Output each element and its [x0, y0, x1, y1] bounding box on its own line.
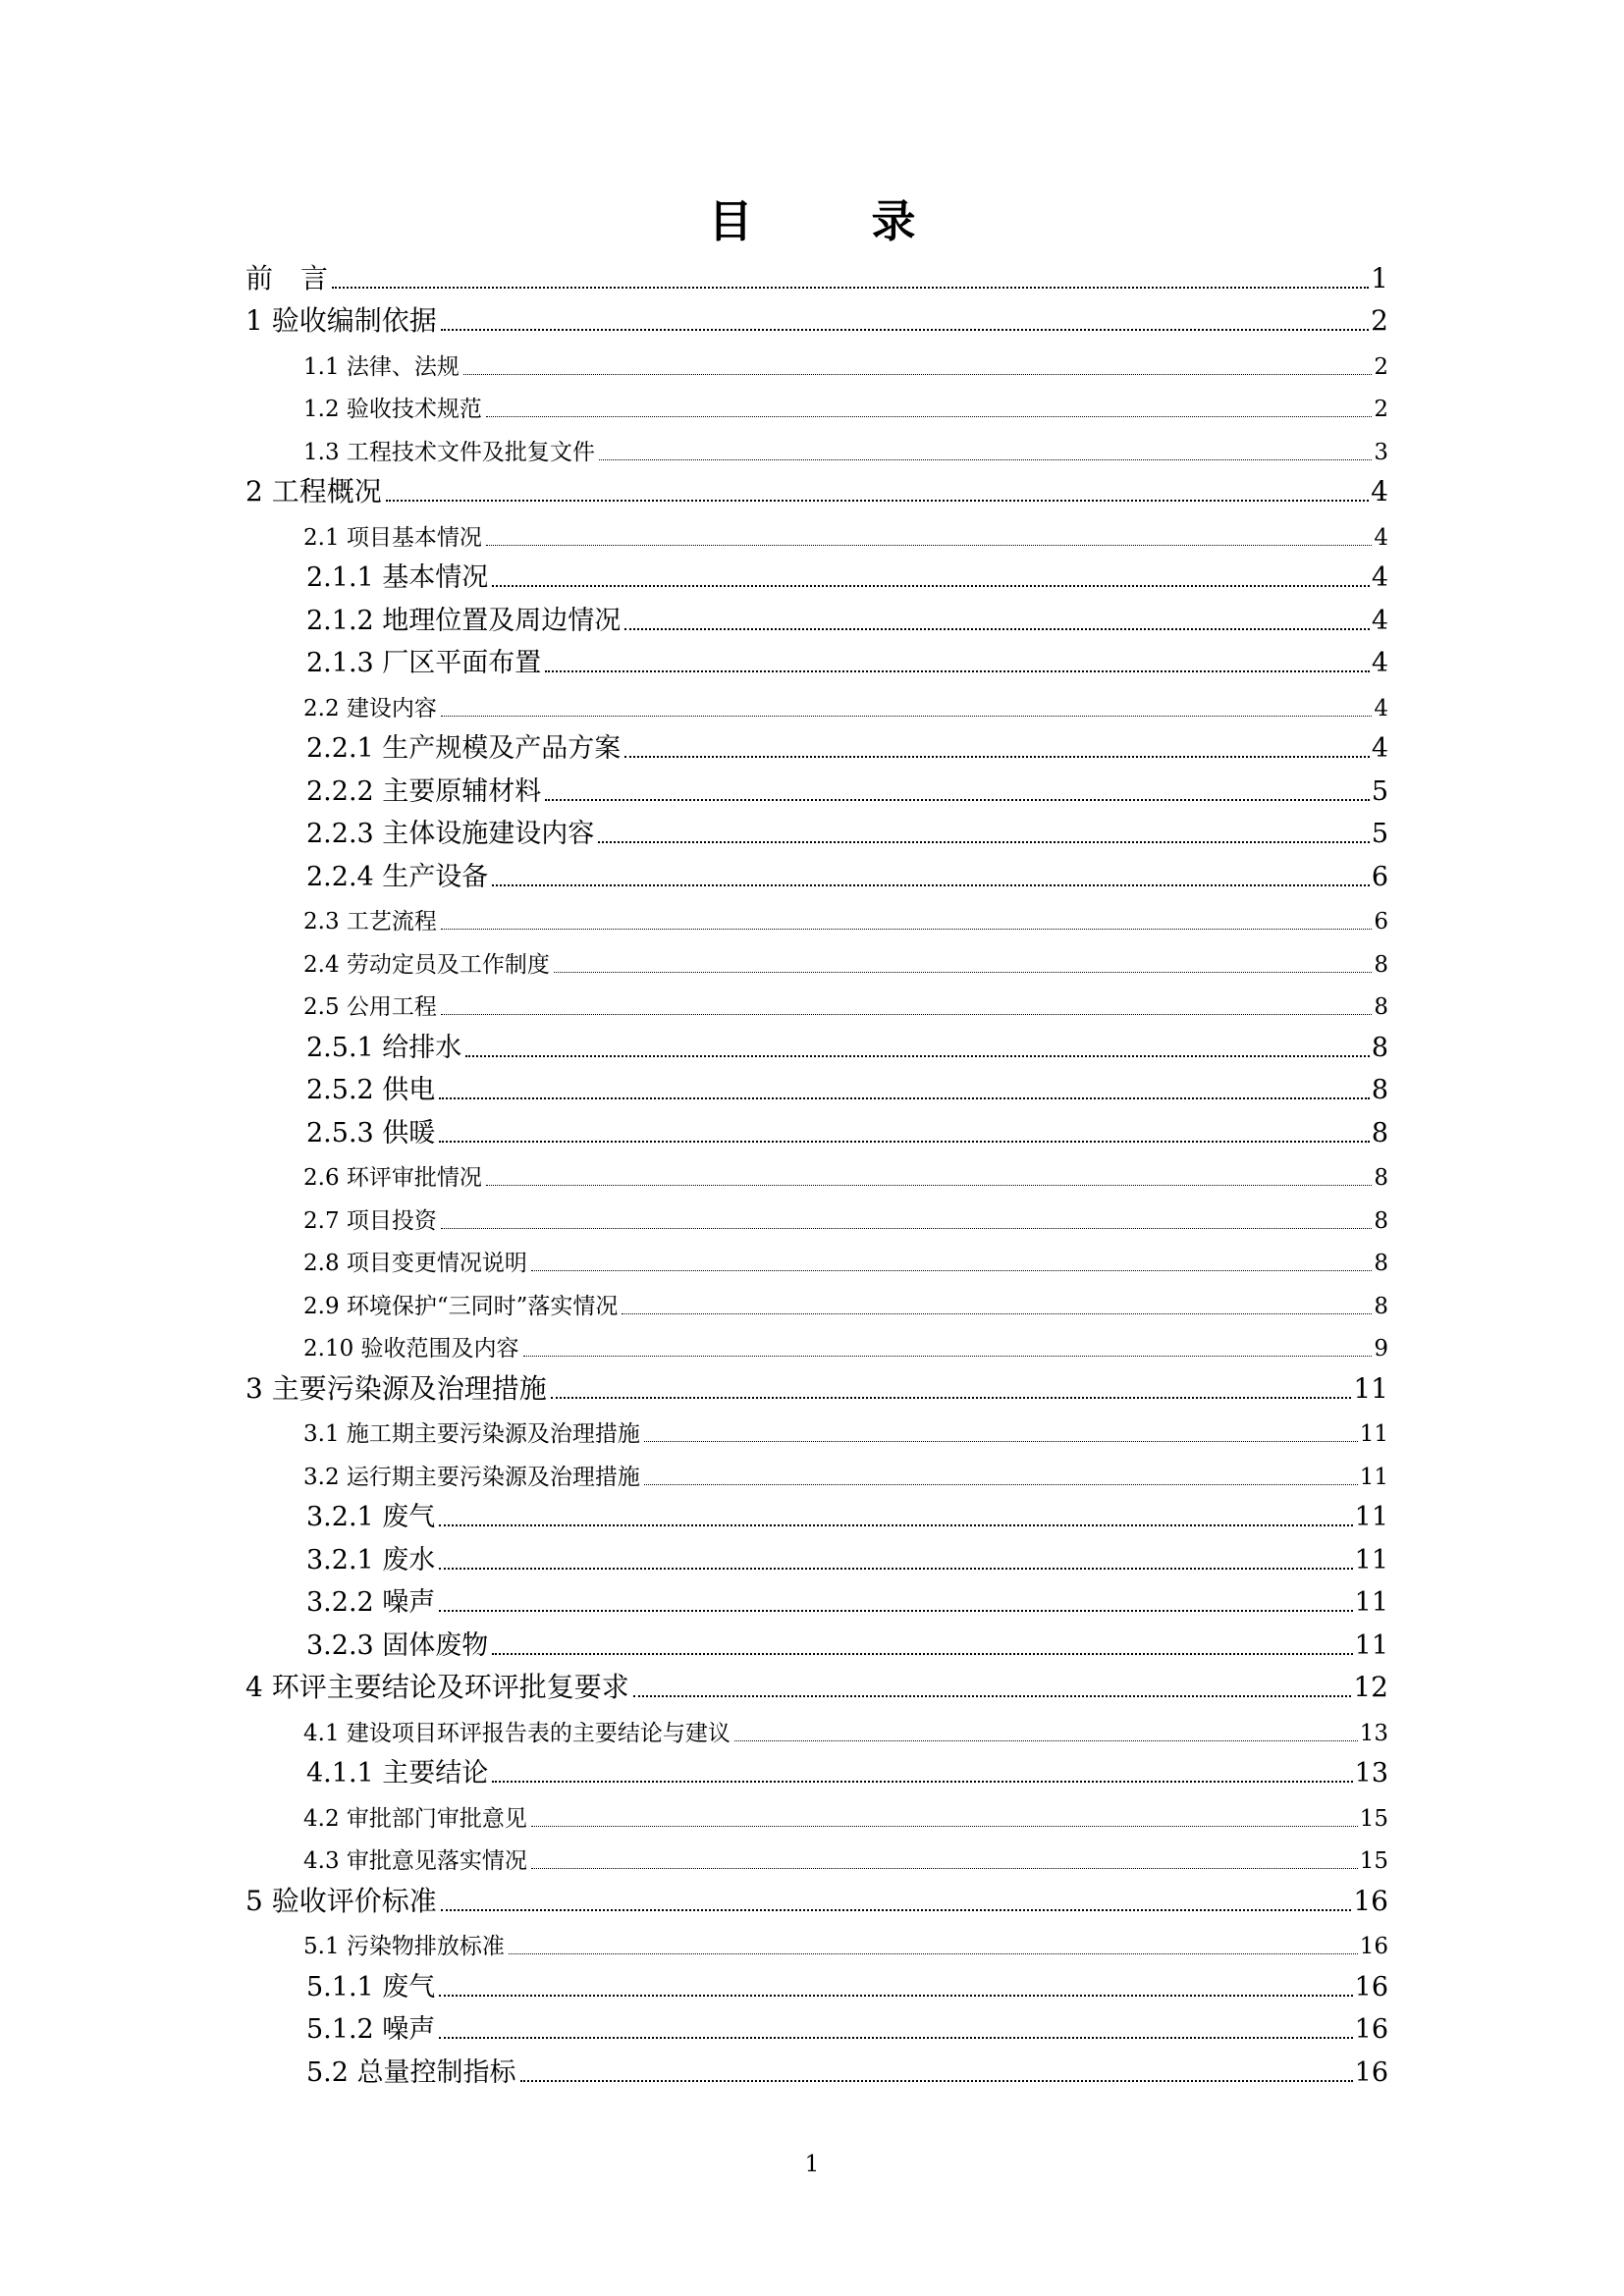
- toc-entry[interactable]: [245, 980, 1388, 1023]
- toc-entry[interactable]: [245, 467, 1388, 510]
- toc-entry-label: 4.1 建设项目环评报告表的主要结论与建议: [303, 1720, 731, 1746]
- toc-dot-leader: [441, 929, 1372, 930]
- toc-entry-page-number: 11: [1354, 1629, 1388, 1661]
- toc-entry-page-number: 1: [1371, 261, 1388, 294]
- toc-entry-label: 2.2 建设内容: [303, 695, 437, 721]
- toc-entry-label: 3 主要污染源及治理措施: [245, 1371, 547, 1405]
- toc-entry[interactable]: [245, 1834, 1388, 1877]
- toc-entry[interactable]: [245, 1278, 1388, 1321]
- toc-entry[interactable]: [245, 424, 1388, 467]
- toc-entry-label: 2.5.3 供暖: [306, 1117, 436, 1148]
- toc-dot-leader: [598, 841, 1370, 843]
- toc-dot-leader: [545, 799, 1370, 801]
- toc-entry-label: 4.2 审批部门审批意见: [303, 1805, 527, 1832]
- toc-entry-label: 3.1 施工期主要污染源及治理措施: [303, 1421, 640, 1447]
- toc-dot-leader: [332, 287, 1369, 289]
- toc-dot-leader: [486, 416, 1372, 417]
- toc-entry-label: 2.1.2 地理位置及周边情况: [306, 605, 622, 636]
- toc-entry-label: 1 验收编制依据: [245, 304, 437, 337]
- toc-entry-label: 2.1.1 基本情况: [306, 562, 489, 593]
- toc-entry-label: 4.3 审批意见落实情况: [303, 1848, 527, 1874]
- toc-entry[interactable]: [245, 1492, 1388, 1535]
- toc-entry-page-number: 15: [1359, 1805, 1388, 1832]
- toc-entry-page-number: 8: [1371, 1117, 1388, 1148]
- toc-entry-label: 5.1 污染物排放标准: [303, 1934, 505, 1959]
- toc-dot-leader: [441, 716, 1372, 717]
- toc-entry-page-number: 3: [1374, 439, 1388, 465]
- toc-entry-page-number: 11: [1354, 1544, 1388, 1575]
- toc-entry[interactable]: [245, 809, 1388, 852]
- toc-entry[interactable]: [245, 680, 1388, 723]
- toc-entry[interactable]: [245, 339, 1388, 382]
- toc-entry-label: 2.1.3 厂区平面布置: [306, 648, 542, 678]
- toc-entry-page-number: 9: [1374, 1336, 1388, 1362]
- toc-entry-page-number: 13: [1359, 1720, 1388, 1746]
- toc-dot-leader: [439, 1141, 1370, 1143]
- toc-entry-page-number: 16: [1359, 1934, 1388, 1959]
- toc-entry-page-number: 4: [1371, 605, 1388, 636]
- toc-entry[interactable]: [245, 1577, 1388, 1621]
- toc-entry[interactable]: [245, 1107, 1388, 1150]
- toc-entry-page-number: 12: [1353, 1671, 1388, 1703]
- toc-dot-leader: [463, 374, 1372, 375]
- toc-dot-leader: [465, 1055, 1370, 1057]
- toc-entry[interactable]: [245, 1321, 1388, 1364]
- toc-entry[interactable]: [245, 766, 1388, 809]
- toc-entry[interactable]: [245, 1961, 1388, 2004]
- toc-entry-page-number: 8: [1374, 1293, 1388, 1319]
- toc-entry-page-number: 16: [1353, 1884, 1388, 1917]
- toc-entry-page-number: 8: [1371, 1075, 1388, 1105]
- toc-entry-label: 2.9 环境保护“三同时”落实情况: [303, 1293, 619, 1319]
- toc-entry[interactable]: [245, 1534, 1388, 1577]
- toc-dot-leader: [622, 1313, 1372, 1314]
- toc-dot-leader: [531, 1826, 1358, 1827]
- toc-entry-label: 1.1 法律、法规: [303, 353, 460, 380]
- toc-dot-leader: [545, 670, 1370, 672]
- toc-dot-leader: [509, 1953, 1358, 1954]
- toc-entry[interactable]: [245, 1363, 1388, 1407]
- toc-entry-page-number: 8: [1374, 1165, 1388, 1191]
- toc-entry[interactable]: [245, 509, 1388, 553]
- toc-entry[interactable]: [245, 253, 1388, 296]
- toc-entry-page-number: 13: [1354, 1758, 1388, 1789]
- toc-entry[interactable]: [245, 2047, 1388, 2090]
- toc-entry-label: 3.2.2 噪声: [306, 1587, 436, 1618]
- toc-dot-leader: [386, 500, 1369, 502]
- toc-entry-label: 3.2.1 废气: [306, 1502, 436, 1532]
- toc-entry-label: 2.7 项目投资: [303, 1207, 437, 1234]
- toc-dot-leader: [441, 1909, 1352, 1911]
- toc-dot-leader: [439, 2037, 1352, 2039]
- toc-entry-page-number: 16: [1354, 2014, 1388, 2045]
- toc-entry-label: 前 言: [245, 261, 329, 294]
- toc-entry-label: 5.1.2 噪声: [306, 2014, 436, 2045]
- toc-entry[interactable]: [245, 1790, 1388, 1834]
- toc-entry[interactable]: [245, 1748, 1388, 1791]
- toc-entry-page-number: 8: [1374, 1207, 1388, 1234]
- toc-dot-leader: [551, 1397, 1352, 1399]
- toc-entry-label: 2.5 公用工程: [303, 994, 437, 1020]
- page-title: 目 录: [708, 195, 953, 247]
- footer-page-number: 1: [804, 2152, 820, 2177]
- toc-entry-page-number: 2: [1371, 304, 1388, 337]
- toc-dot-leader: [624, 756, 1370, 758]
- toc-dot-leader: [492, 884, 1370, 886]
- toc-entry-page-number: 16: [1354, 1971, 1388, 2002]
- toc-entry[interactable]: [245, 382, 1388, 425]
- toc-entry-page-number: 11: [1359, 1464, 1388, 1490]
- toc-entry[interactable]: [245, 1449, 1388, 1492]
- toc-dot-leader: [523, 1356, 1373, 1357]
- toc-entry-label: 2.6 环评审批情况: [303, 1165, 482, 1191]
- toc-entry[interactable]: [245, 1407, 1388, 1450]
- toc-entry-label: 4 环评主要结论及环评批复要求: [245, 1671, 629, 1703]
- toc-entry-page-number: 8: [1374, 1251, 1388, 1276]
- toc-entry-page-number: 4: [1374, 524, 1388, 551]
- toc-entry-label: 2 工程概况: [245, 475, 382, 507]
- toc-entry[interactable]: [245, 1876, 1388, 1919]
- toc-entry-page-number: 5: [1371, 819, 1388, 849]
- toc-entry-page-number: 11: [1354, 1502, 1388, 1532]
- toc-entry-label: 2.8 项目变更情况说明: [303, 1251, 527, 1276]
- toc-entry-label: 3.2.3 固体废物: [306, 1629, 489, 1661]
- toc-entry-label: 2.2.3 主体设施建设内容: [306, 819, 595, 849]
- toc-dot-leader: [734, 1740, 1358, 1741]
- toc-entry-page-number: 4: [1371, 562, 1388, 593]
- toc-entry-page-number: 16: [1354, 2056, 1388, 2088]
- toc-dot-leader: [633, 1695, 1352, 1697]
- toc-entry[interactable]: [245, 936, 1388, 980]
- toc-entry-page-number: 2: [1374, 353, 1388, 380]
- toc-entry-page-number: 2: [1374, 397, 1388, 422]
- toc-entry[interactable]: [245, 1705, 1388, 1748]
- toc-entry[interactable]: [245, 1150, 1388, 1194]
- toc-entry-page-number: 8: [1374, 994, 1388, 1020]
- toc-dot-leader: [492, 585, 1370, 587]
- toc-entry-label: 2.2.2 主要原辅材料: [306, 775, 542, 807]
- toc-entry-label: 2.5.2 供电: [306, 1075, 436, 1105]
- toc-dot-leader: [644, 1441, 1358, 1442]
- toc-dot-leader: [441, 1014, 1372, 1015]
- toc-dot-leader: [441, 329, 1369, 331]
- toc-dot-leader: [439, 1610, 1352, 1612]
- toc-dot-leader: [439, 1097, 1370, 1099]
- toc-dot-leader: [520, 2080, 1353, 2082]
- toc-entry-page-number: 4: [1374, 695, 1388, 721]
- toc-entry[interactable]: [245, 851, 1388, 894]
- toc-entry-label: 2.10 验收范围及内容: [303, 1336, 519, 1362]
- toc-entry-label: 3.2 运行期主要污染源及治理措施: [303, 1464, 640, 1490]
- toc-entry-page-number: 8: [1374, 951, 1388, 978]
- toc-entry-label: 4.1.1 主要结论: [306, 1758, 489, 1789]
- toc-entry[interactable]: [245, 1919, 1388, 1962]
- toc-entry[interactable]: [245, 1663, 1388, 1706]
- toc-entry-page-number: 4: [1371, 648, 1388, 678]
- toc-entry-label: 2.1 项目基本情况: [303, 524, 482, 551]
- toc-entry-label: 3.2.1 废水: [306, 1544, 436, 1575]
- toc-entry-label: 5.1.1 废气: [306, 1971, 436, 2002]
- toc-entry-page-number: 8: [1371, 1032, 1388, 1063]
- toc-entry[interactable]: [245, 1022, 1388, 1065]
- toc-entry[interactable]: [245, 296, 1388, 340]
- toc-entry-page-number: 4: [1371, 475, 1388, 507]
- toc-entry-page-number: 11: [1354, 1587, 1388, 1618]
- toc-entry[interactable]: [245, 595, 1388, 638]
- toc-entry-label: 2.3 工艺流程: [303, 909, 437, 934]
- toc-entry[interactable]: [245, 553, 1388, 596]
- toc-dot-leader: [531, 1868, 1358, 1869]
- toc-dot-leader: [554, 972, 1372, 973]
- toc-dot-leader: [439, 1568, 1352, 1570]
- toc-entry-label: 5.2 总量控制指标: [306, 2056, 516, 2088]
- toc-entry[interactable]: [245, 638, 1388, 681]
- toc-dot-leader: [492, 1653, 1352, 1655]
- toc-dot-leader: [441, 1228, 1372, 1229]
- toc-entry-page-number: 6: [1371, 861, 1388, 892]
- toc-entry-label: 2.4 劳动定员及工作制度: [303, 951, 550, 978]
- toc-dot-leader: [624, 628, 1370, 630]
- toc-entry[interactable]: [245, 1193, 1388, 1236]
- toc-entry[interactable]: [245, 1620, 1388, 1663]
- toc-dot-leader: [439, 1524, 1352, 1526]
- toc-dot-leader: [531, 1270, 1372, 1271]
- toc-dot-leader: [492, 1781, 1352, 1783]
- toc-entry-label: 5 验收评价标准: [245, 1884, 437, 1917]
- toc-dot-leader: [644, 1484, 1358, 1485]
- toc-dot-leader: [486, 545, 1372, 546]
- toc-entry[interactable]: [245, 1065, 1388, 1108]
- toc-entry-page-number: 15: [1359, 1848, 1388, 1874]
- table-of-contents: [245, 253, 1388, 2090]
- toc-entry[interactable]: [245, 894, 1388, 937]
- toc-entry-page-number: 4: [1371, 733, 1388, 764]
- toc-entry[interactable]: [245, 2004, 1388, 2048]
- toc-entry-page-number: 5: [1371, 775, 1388, 807]
- toc-entry[interactable]: [245, 723, 1388, 767]
- toc-entry-page-number: 11: [1353, 1371, 1388, 1405]
- toc-entry-label: 1.2 验收技术规范: [303, 397, 482, 422]
- toc-dot-leader: [599, 459, 1372, 460]
- toc-entry-label: 2.5.1 给排水: [306, 1032, 462, 1063]
- toc-dot-leader: [486, 1185, 1372, 1186]
- toc-entry-page-number: 11: [1359, 1421, 1388, 1447]
- toc-entry-label: 2.2.4 生产设备: [306, 861, 489, 892]
- toc-entry-page-number: 6: [1374, 909, 1388, 934]
- toc-entry[interactable]: [245, 1236, 1388, 1279]
- toc-entry-label: 2.2.1 生产规模及产品方案: [306, 733, 622, 764]
- toc-dot-leader: [439, 1995, 1352, 1997]
- toc-entry-label: 1.3 工程技术文件及批复文件: [303, 439, 595, 465]
